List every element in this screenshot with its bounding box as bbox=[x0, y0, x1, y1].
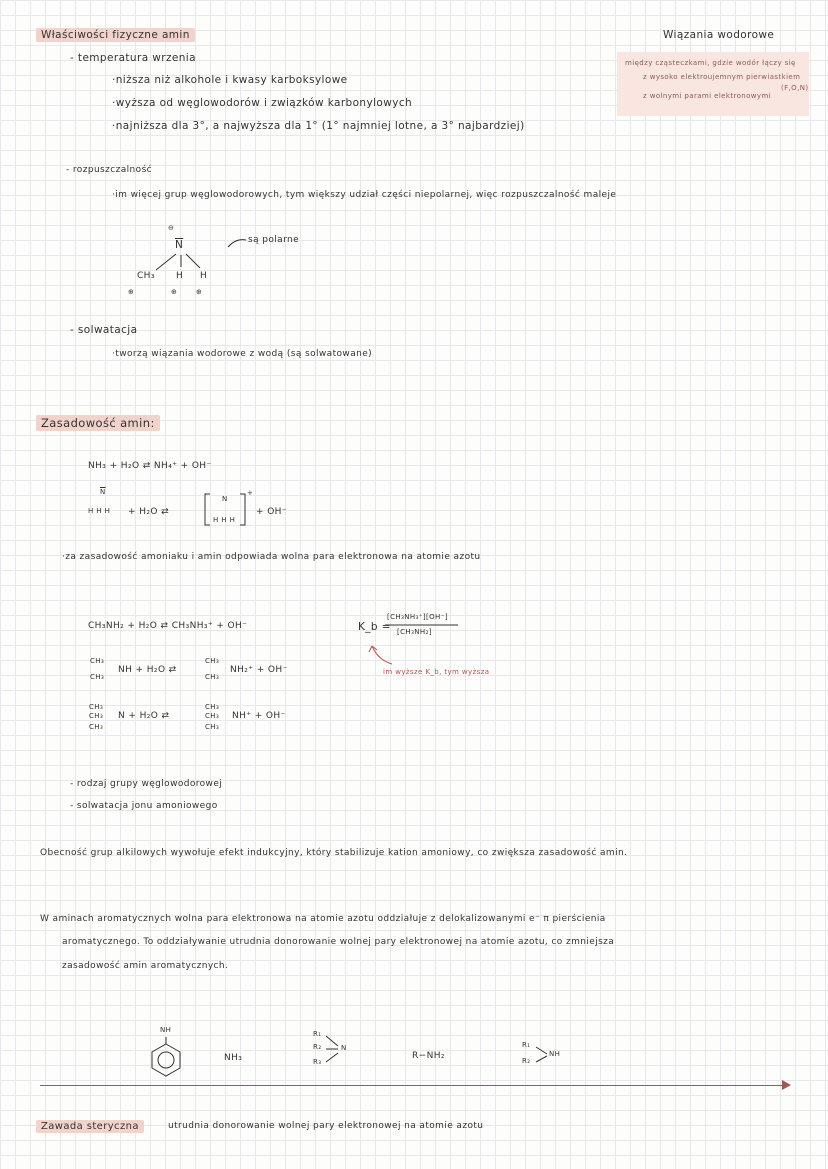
kb-numerator: [CH₃NH₃⁺][OH⁻] bbox=[387, 613, 448, 621]
factor-2: - solwatacja jonu amoniowego bbox=[70, 801, 218, 811]
ammonium-hydrogens: H H H bbox=[213, 516, 236, 524]
basicity-axis-line bbox=[40, 1085, 786, 1086]
section-solubility: - rozpuszczalność bbox=[66, 165, 153, 175]
trimethyl-middle: N + H₂O ⇄ bbox=[118, 711, 170, 721]
boiling-bullet-3: ·najniższa dla 3°, a najwyższa dla 1° (1° najmniej lotne, a 3° najbardziej) bbox=[112, 120, 525, 132]
trimethyl-ch3-1: CH₃ bbox=[89, 703, 104, 711]
series-ammonia: NH₃ bbox=[224, 1053, 243, 1063]
trimethyl-product-ch3-2: CH₃ bbox=[205, 712, 220, 720]
partial-positive-3: ⊕ bbox=[196, 288, 203, 296]
trimethyl-right: NH⁺ + OH⁻ bbox=[232, 711, 286, 721]
atom-hydrogen-2: H bbox=[200, 271, 208, 281]
basicity-statement: ·za zasadowość amoniaku i amin odpowiada wolna para elektronowa na atomie azotu bbox=[62, 552, 481, 562]
dimethyl-ch3-1: CH₃ bbox=[90, 657, 105, 665]
steric-hindrance-label: Zawada steryczna bbox=[36, 1120, 144, 1133]
steric-hindrance-text: utrudnia donorowanie wolnej pary elektronowej na atomie azotu bbox=[168, 1121, 484, 1131]
dimethyl-product-ch3-1: CH₃ bbox=[205, 657, 220, 665]
boiling-bullet-2: ·wyższa od węglowodorów i związków karbonylowych bbox=[112, 97, 413, 109]
trimethyl-product-ch3-1: CH₃ bbox=[205, 703, 220, 711]
series-primary-amine: R−NH₂ bbox=[412, 1051, 445, 1061]
equation-ammonia-middle: + H₂O ⇄ bbox=[128, 507, 170, 517]
atom-nitrogen: $\overline{N}$ bbox=[175, 239, 184, 251]
partial-negative: ⊖ bbox=[168, 224, 175, 232]
paragraph-inductive-effect: Obecność grup alkilowych wywołuje efekt indukcyjny, który stabilizuje kation amoniowy, co zwiększa zasadowość amin. bbox=[40, 848, 628, 858]
tertiary-r3: R₃ bbox=[313, 1058, 322, 1066]
secondary-r2: R₂ bbox=[522, 1057, 531, 1065]
equation-ammonia: NH₃ + H₂O ⇄ NH₄⁺ + OH⁻ bbox=[88, 461, 212, 471]
ammonium-charge: + bbox=[247, 489, 254, 497]
polar-annotation: są polarne bbox=[248, 235, 300, 245]
equation-ammonia-right: + OH⁻ bbox=[256, 507, 288, 517]
aniline-nh-label: NH bbox=[160, 1026, 172, 1034]
kb-denominator: [CH₃NH₂] bbox=[397, 628, 432, 636]
dimethyl-right: NH₂⁺ + OH⁻ bbox=[230, 665, 288, 675]
page-title: Właściwości fizyczne amin bbox=[36, 28, 195, 42]
trimethyl-ch3-3: CH₃ bbox=[89, 723, 104, 731]
note-line-2: z wysoko elektroujemnym pierwiastkiem bbox=[643, 73, 801, 81]
partial-positive-2: ⊕ bbox=[171, 288, 178, 296]
tertiary-n: N bbox=[341, 1044, 347, 1052]
note-line-3: (F,O,N) bbox=[781, 84, 809, 92]
paragraph-aromatic-line-3: zasadowość amin aromatycznych. bbox=[62, 961, 229, 971]
arrow-right-icon bbox=[782, 1080, 791, 1090]
tertiary-r1: R₁ bbox=[313, 1030, 322, 1038]
ammonia-nitrogen: $\overline{N}$ bbox=[100, 488, 106, 496]
side-title: Wiązania wodorowe bbox=[663, 29, 775, 41]
dimethyl-middle: NH + H₂O ⇄ bbox=[118, 665, 177, 675]
section-solvation: - solwatacja bbox=[70, 324, 138, 336]
dimethyl-product-ch3-2: CH₃ bbox=[205, 673, 220, 681]
secondary-nh: NH bbox=[549, 1050, 561, 1058]
solubility-bullet-1: ·im więcej grup węglowodorowych, tym większy udział części niepolarnej, więc rozpuszczalność maleje bbox=[112, 190, 617, 200]
ammonium-nitrogen: N bbox=[222, 495, 228, 503]
paragraph-aromatic-line-2: aromatycznego. To oddziaływanie utrudnia donorowanie wolnej pary elektronowej na atomie azotu, co zmniejsza bbox=[62, 937, 615, 947]
kb-symbol: K_b = bbox=[358, 621, 391, 633]
factor-1: - rodzaj grupy węglowodorowej bbox=[70, 779, 223, 789]
atom-hydrogen-1: H bbox=[176, 271, 184, 281]
section-boiling-point: - temperatura wrzenia bbox=[70, 52, 196, 64]
tertiary-r2: R₂ bbox=[313, 1043, 322, 1051]
solvation-bullet-1: ·tworzą wiązania wodorowe z wodą (są solwatowane) bbox=[112, 349, 373, 359]
section-basicity: Zasadowość amin: bbox=[36, 415, 160, 431]
kb-annotation: im wyższe K_b, tym wyższa bbox=[383, 668, 490, 676]
ammonia-hydrogens: H H H bbox=[88, 507, 111, 515]
partial-positive-1: ⊕ bbox=[128, 288, 135, 296]
methyl-group: CH₃ bbox=[137, 271, 155, 281]
paragraph-aromatic-line-1: W aminach aromatycznych wolna para elektronowa na atomie azotu oddziałuje z delokalizowanymi e⁻ π pierścienia bbox=[40, 914, 606, 924]
equation-methylamine: CH₃NH₂ + H₂O ⇄ CH₃NH₃⁺ + OH⁻ bbox=[88, 621, 248, 631]
note-line-1: między cząsteczkami, gdzie wodór łączy się bbox=[625, 59, 796, 67]
dimethyl-ch3-2: CH₃ bbox=[90, 673, 105, 681]
trimethyl-ch3-2: CH₃ bbox=[89, 712, 104, 720]
trimethyl-product-ch3-3: CH₃ bbox=[205, 723, 220, 731]
note-line-4: z wolnymi parami elektronowymi bbox=[643, 92, 772, 100]
boiling-bullet-1: ·niższa niż alkohole i kwasy karboksylowe bbox=[112, 74, 348, 86]
secondary-r1: R₁ bbox=[522, 1041, 531, 1049]
